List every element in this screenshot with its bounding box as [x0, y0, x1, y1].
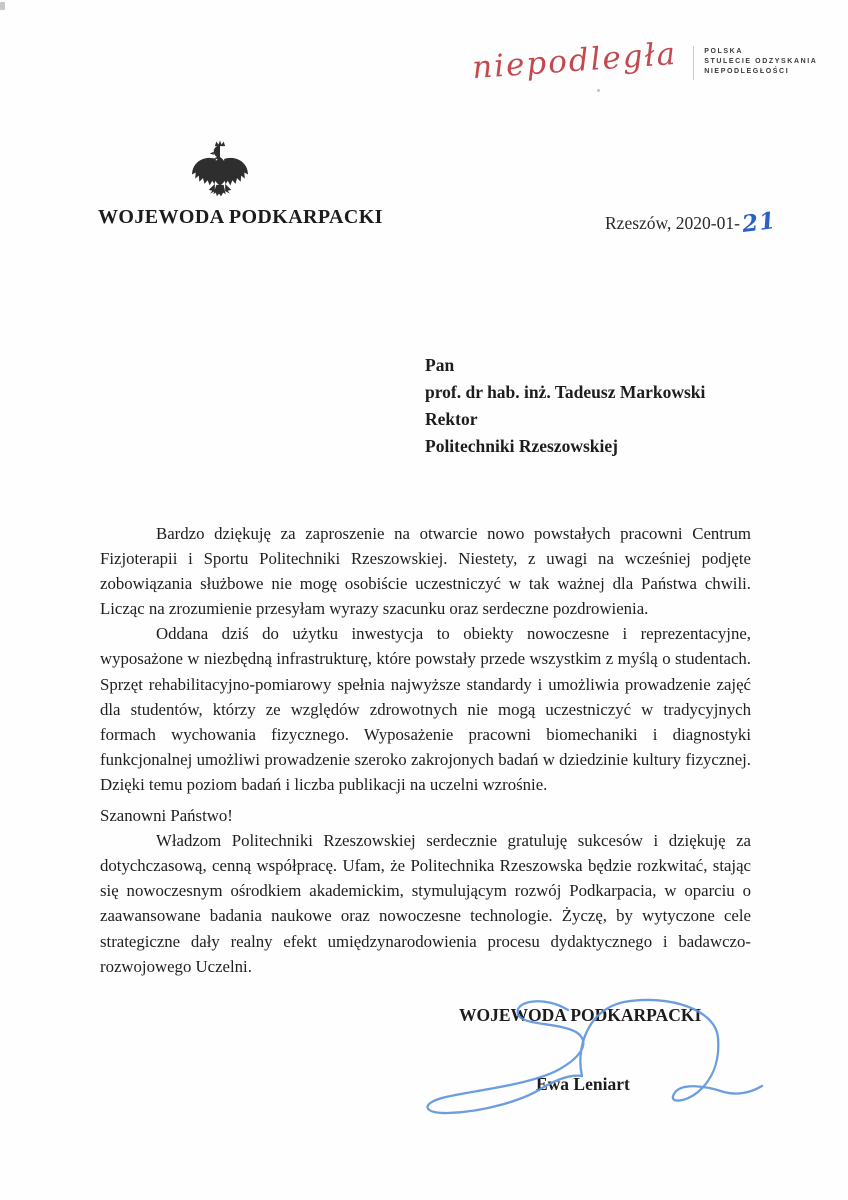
paragraph: Władzom Politechniki Rzeszowskiej serdecznie gratuluję sukcesów i dziękuję za dotychczasową, cenną współpracę. Ufam, że Politechnika Rzeszowska będzie rozkwitać, stając się nowoczesnym ośrodkiem akademickim, stymulującym rozwój Podkarpacia, w oparciu o zaawansowane badania naukowe oraz nowoczesne technologie. Życzę, by wytyczone cele strategiczne dały realny efekt umiędzynarodowienia procesu dydaktycznego i badawczo-rozwojowego Uczelni.	[100, 831, 751, 976]
niepodlegla-logo	[470, 35, 818, 87]
paragraph: Bardzo dziękuję za zaproszenie na otwarcie nowo powstałych pracowni Centrum Fizjoterapii i Sportu Politechniki Rzeszowskiej. Niestety, z uwagi na wcześniej podjęte zobowiązania służbowe nie mogę osobiście uczestniczyć w tak ważnej dla Państwa chwili. Licząc na zrozumienie przesyłam wyrazy szacunku oraz serdeczne pozdrowienia.	[100, 524, 751, 619]
logo-caption-line: STULECIE ODZYSKANIA	[704, 58, 818, 65]
recipient-block	[425, 352, 705, 460]
niepodlegla-script-text: niepodległa	[470, 35, 679, 87]
polish-eagle-icon	[189, 139, 251, 207]
logo-caption-line: POLSKA	[704, 48, 743, 55]
place-date-line	[605, 207, 778, 238]
scan-artifact	[0, 2, 5, 10]
handwritten-day: 21	[740, 207, 778, 238]
paragraph: Oddana dziś do użytku inwestycja to obiekty nowoczesne i reprezentacyjne, wyposażone w niezbędną infrastrukturę, które powstały przede wszystkim z myślą o studentach. Sprzęt rehabilitacyjno-pomiarowy spełnia najwyższe standardy i umożliwia prowadzenie zajęć dla studentów, którzy ze względów zdrowotnych nie mogą uczestniczyć w tradycyjnych formach wychowania fizycznego. Wyposażenie pracowni biomechaniki i diagnostyki funkcjonalnej umożliwi prowadzenie szeroko zakrojonych badań w dziedzinie kultury fizycznej. Dzięki temu poziom badań i liczba publikacji na uczelni wzrośnie.	[100, 624, 751, 794]
letter-body	[100, 521, 751, 979]
sender-title: WOJEWODA PODKARPACKI	[98, 206, 383, 228]
recipient-line: prof. dr hab. inż. Tadeusz Markowski	[425, 382, 706, 402]
signature-title: WOJEWODA PODKARPACKI	[459, 1005, 702, 1025]
recipient-line: Politechniki Rzeszowskiej	[425, 436, 618, 456]
scan-artifact	[597, 89, 600, 92]
place-date-printed: Rzeszów, 2020-01-	[605, 213, 740, 233]
salutation: Szanowni Państwo!	[100, 806, 233, 826]
recipient-line: Rektor	[425, 409, 478, 429]
logo-caption-line: NIEPODLEGŁOŚCI	[704, 68, 790, 75]
signature-name: Ewa Leniart	[536, 1074, 630, 1094]
logo-divider	[693, 46, 694, 80]
logo-caption	[704, 47, 817, 77]
recipient-line: Pan	[425, 355, 455, 375]
